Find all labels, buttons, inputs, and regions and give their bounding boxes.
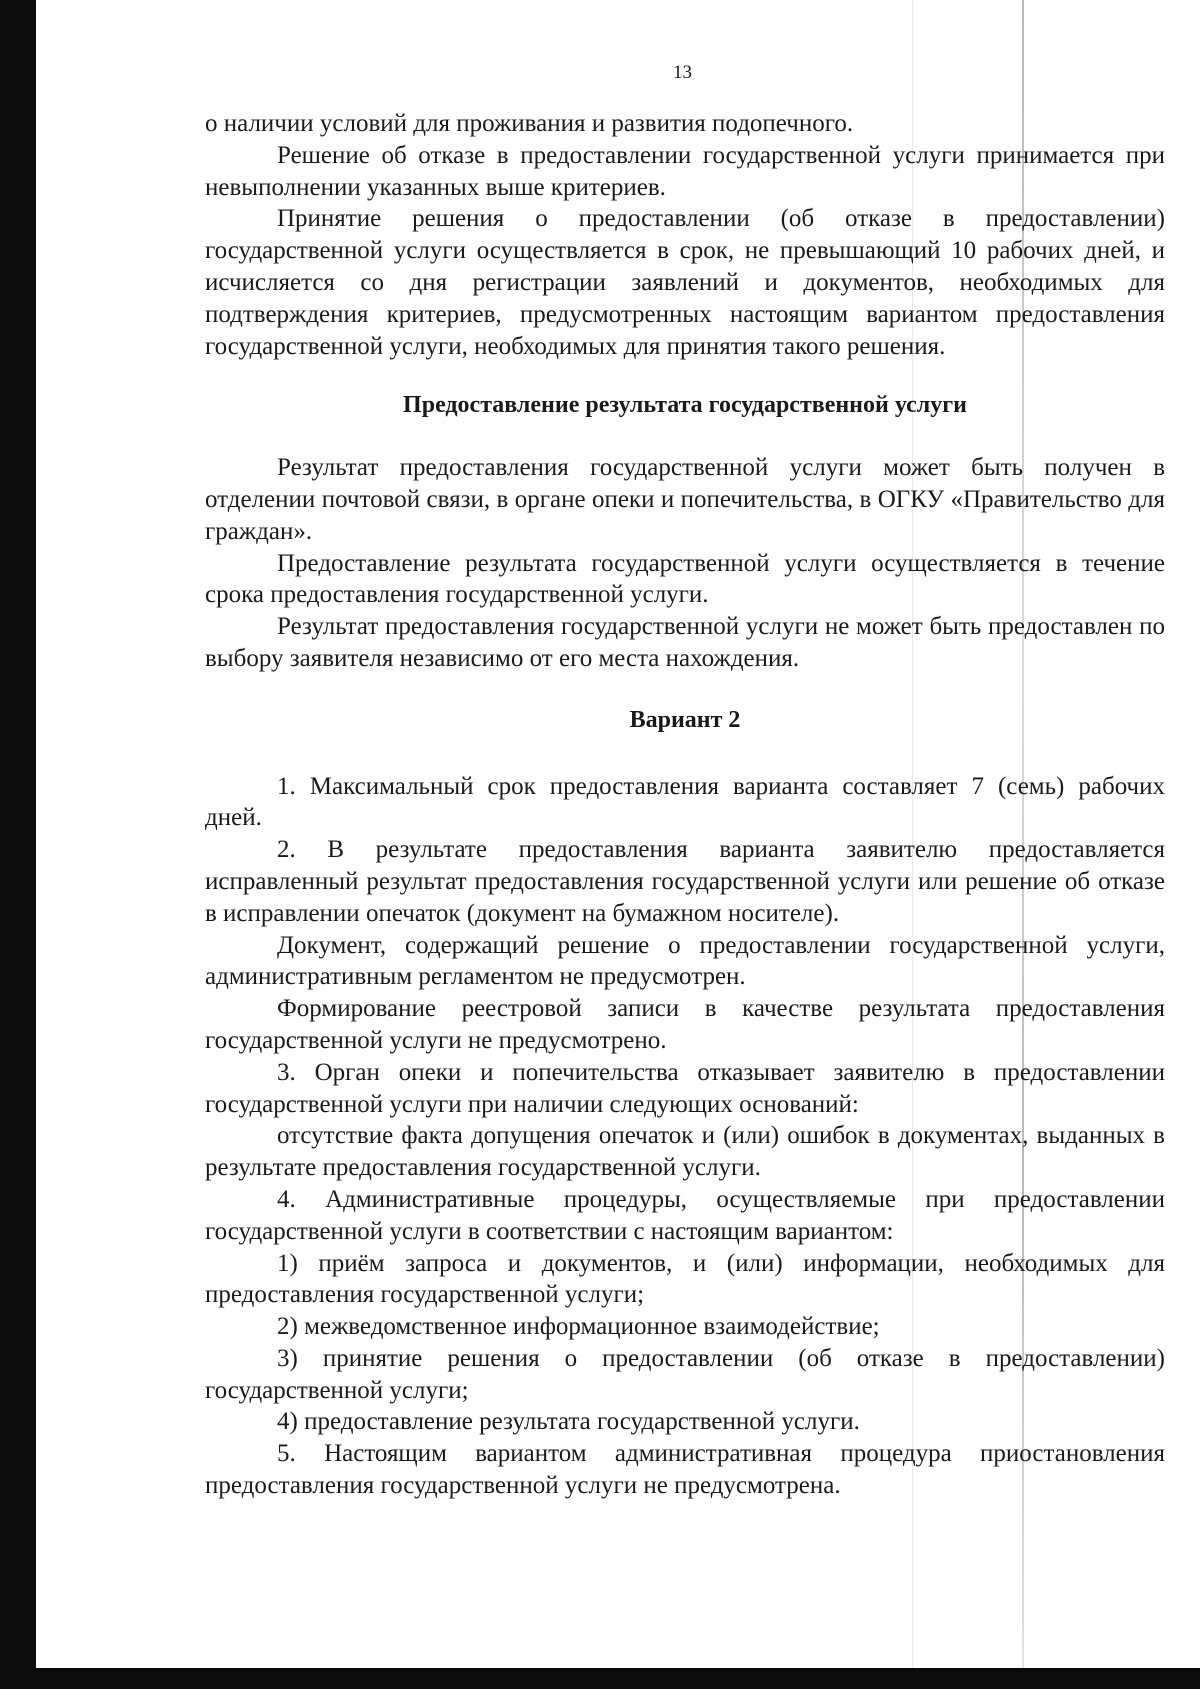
page-number-container bbox=[0, 62, 1200, 84]
document-body bbox=[205, 108, 1165, 1502]
list-item-4: 4. Административные процедуры, осуществляемые при предоставлении государственной услуги в соответствии с настоящим вариантом: bbox=[205, 1185, 1165, 1245]
procedure-item-4: 4) предоставление результата государственной услуги. bbox=[277, 1408, 860, 1436]
paragraph-result-term: Предоставление результата государственной услуги осуществляется в течение срока предоставления государственной услуги. bbox=[205, 549, 1165, 609]
paragraph-continuation: о наличии условий для проживания и развития подопечного. bbox=[205, 110, 854, 137]
section-heading-result: Предоставление результата государственной услуги bbox=[403, 392, 967, 419]
paragraph-document-decision: Документ, содержащий решение о предоставлении государственной услуги, административным регламентом не предусмотрен. bbox=[205, 931, 1165, 991]
paragraph-result-choice: Результат предоставления государственной услуги не может быть предоставлен по выбору заявителя независимо от его места нахождения. bbox=[205, 613, 1165, 672]
paragraph-refusal-ground: отсутствие факта допущения опечаток и (или) ошибок в документах, выданных в результате предоставления государственной услуги. bbox=[205, 1122, 1165, 1182]
paragraph-result-receipt: Результат предоставления государственной услуги может быть получен в отделении почтовой связи, в органе опеки и попечительства, в ОГКУ «Правительство для граждан». bbox=[205, 454, 1165, 545]
procedure-item-2: 2) межведомственное информационное взаимодействие; bbox=[277, 1313, 880, 1341]
scan-bottom-edge bbox=[0, 1668, 1200, 1689]
paragraph-refusal-decision: Решение об отказе в предоставлении государственной услуги принимается при невыполнении указанных выше критериев. bbox=[205, 141, 1165, 201]
list-item-2: 2. В результате предоставления варианта заявителю предоставляется исправленный результат предоставления государственной услуги или решение об отказе в исправлении опечаток (документ на бумажном носителе). bbox=[205, 836, 1165, 927]
page-number: 13 bbox=[673, 62, 692, 83]
list-item-3: 3. Орган опеки и попечительства отказывает заявителю в предоставлении государственной услуги при наличии следующих оснований: bbox=[205, 1058, 1165, 1118]
procedure-item-1: 1) приём запроса и документов, и (или) информации, необходимых для предоставления государственной услуги; bbox=[205, 1249, 1165, 1309]
scan-left-edge bbox=[0, 0, 36, 1689]
paragraph-decision-term: Принятие решения о предоставлении (об отказе в предоставлении) государственной услуги осуществляется в срок, не превышающий 10 рабочих дней, и исчисляется со дня регистрации заявлений и документов, необходимых для подтверждения критериев, предусмотренных настоящим вариантом предоставления государственной услуги, необходимых для принятия такого решения. bbox=[205, 205, 1165, 360]
paragraph-registry-record: Формирование реестровой записи в качестве результата предоставления государственной услуги не предусмотрено. bbox=[205, 995, 1165, 1054]
list-item-1: 1. Максимальный срок предоставления варианта составляет 7 (семь) рабочих дней. bbox=[205, 772, 1165, 832]
section-heading-variant-2: Вариант 2 bbox=[629, 706, 741, 733]
list-item-5: 5. Настоящим вариантом административная процедура приостановления предоставления государственной услуги не предусмотрена. bbox=[205, 1440, 1165, 1500]
procedure-item-3: 3) принятие решения о предоставлении (об отказе в предоставлении) государственной услуги; bbox=[205, 1344, 1165, 1404]
